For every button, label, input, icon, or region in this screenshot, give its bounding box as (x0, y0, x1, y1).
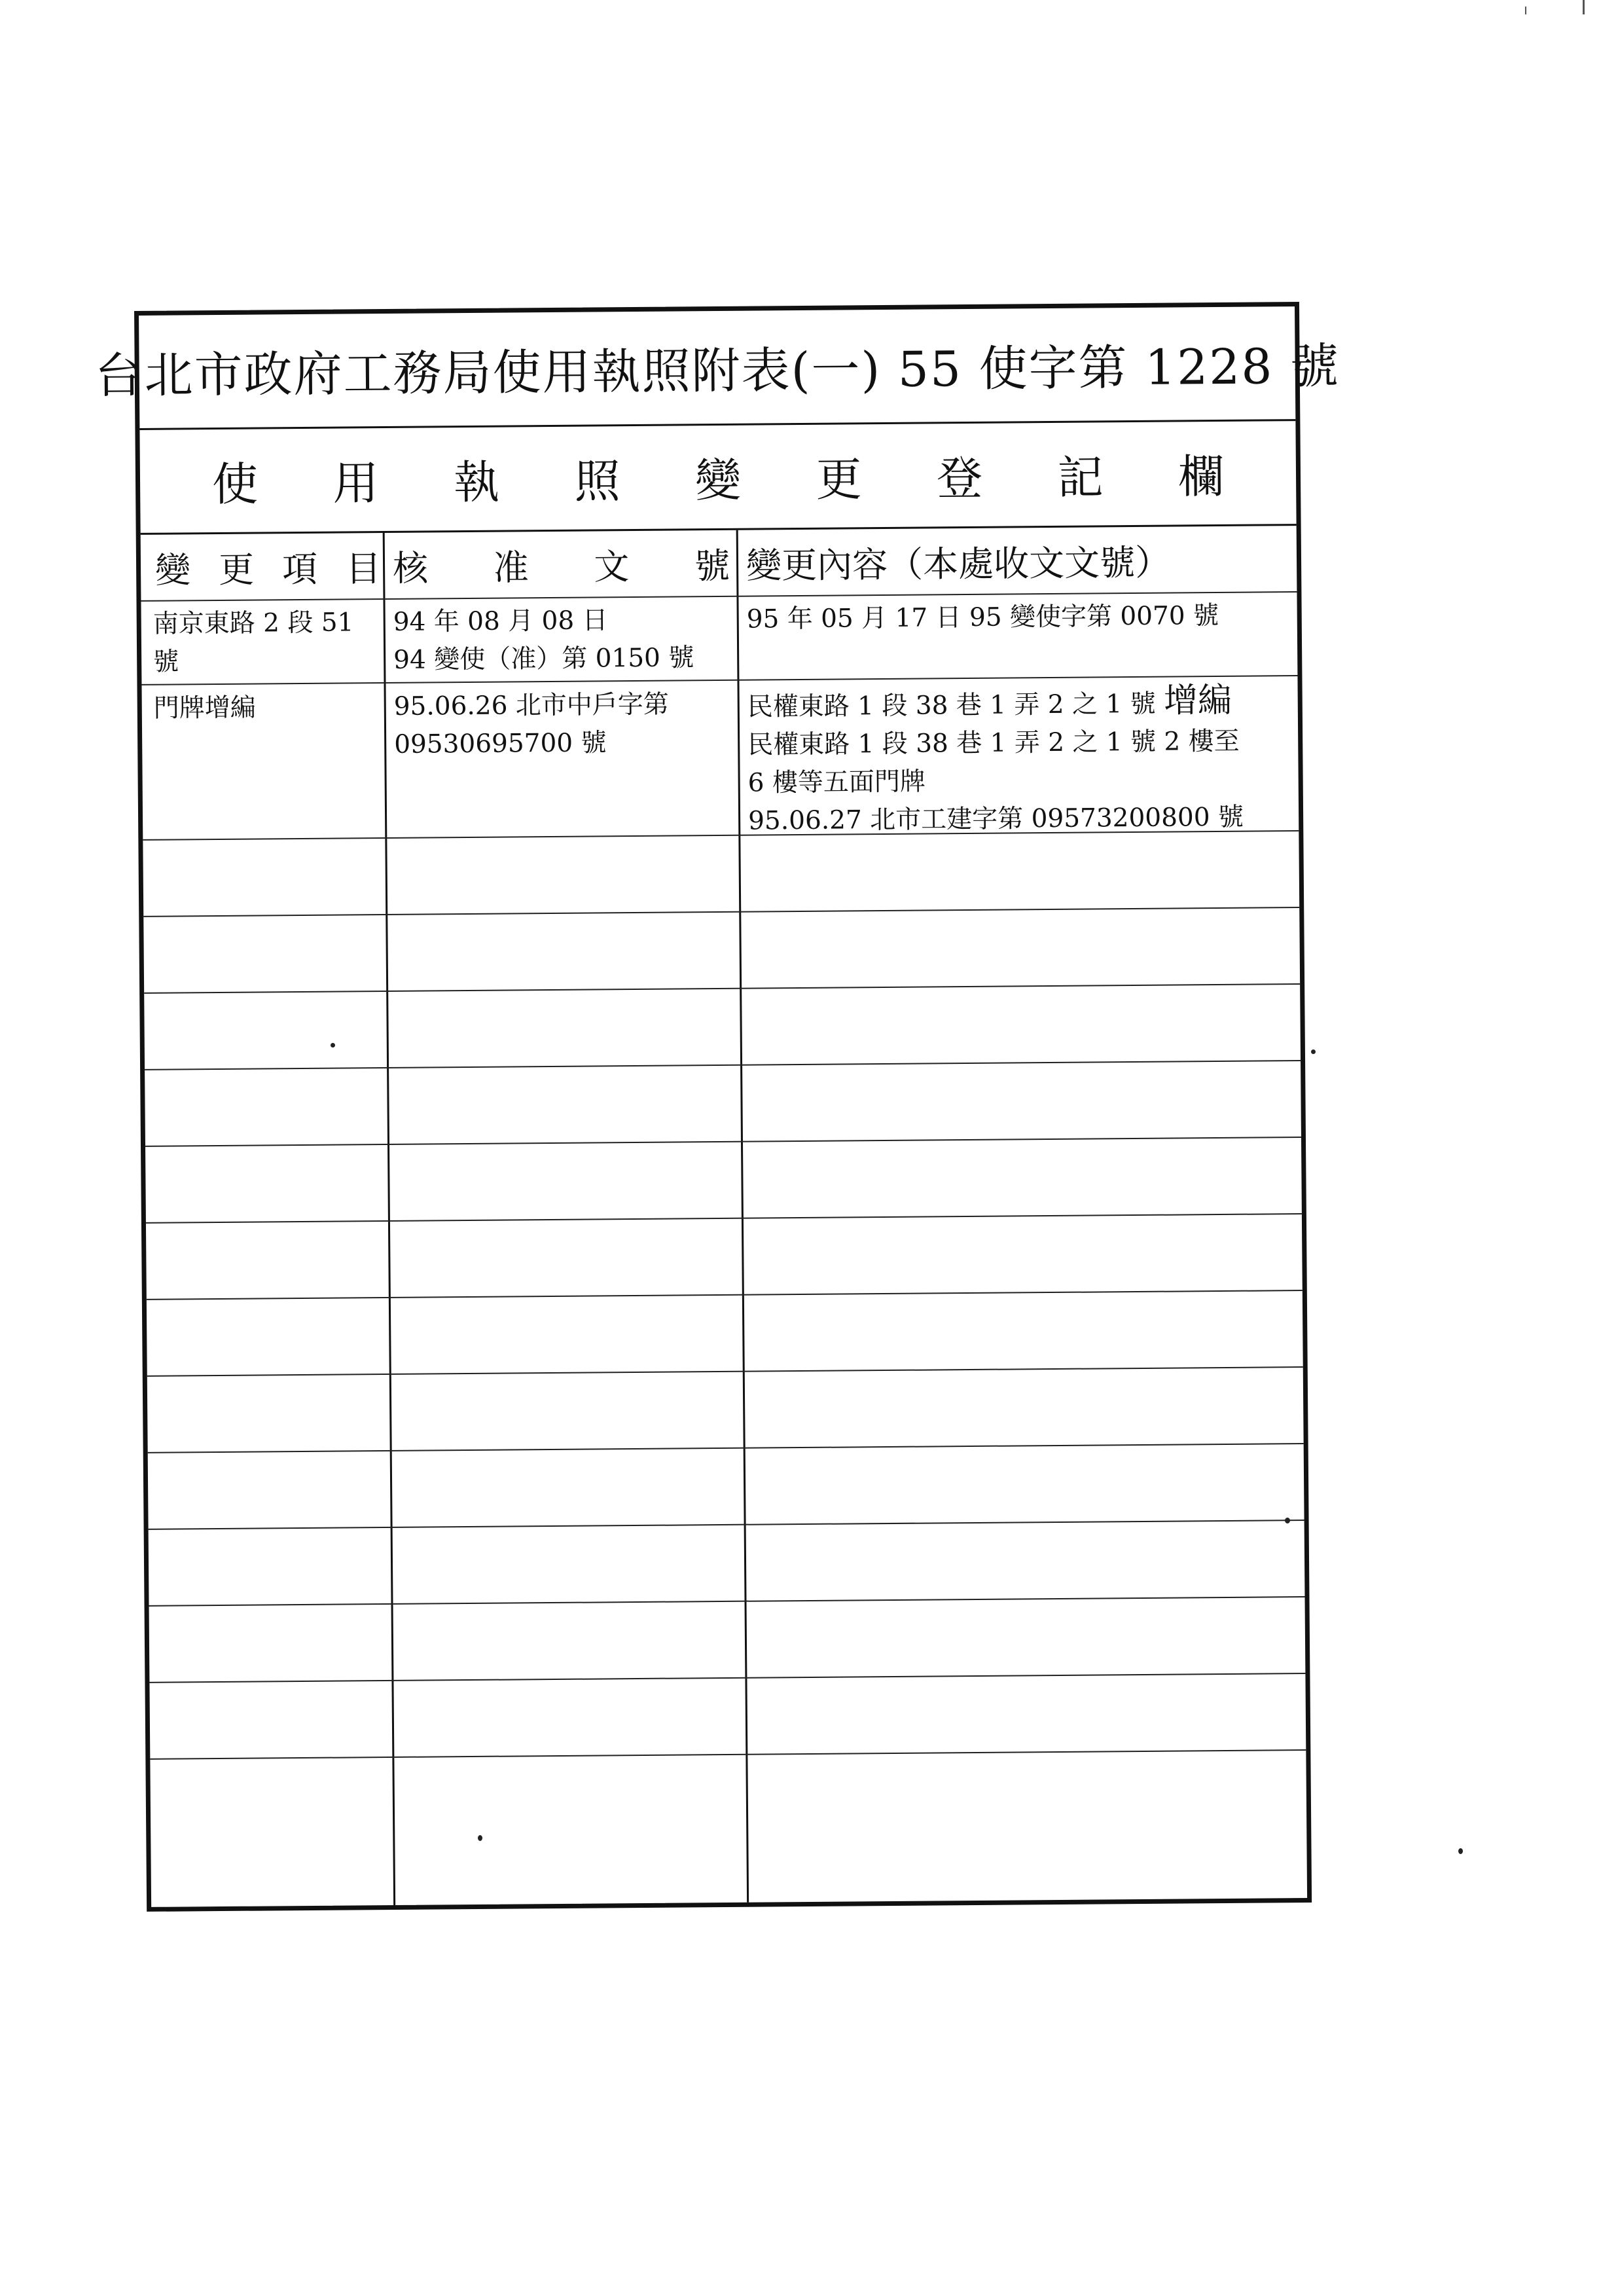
row1-content: 95 年 05 月 17 日 95 變使字第 0070 號 (746, 601, 1219, 634)
row-divider (150, 1749, 1306, 1760)
scan-speck (478, 1835, 482, 1841)
row-divider (149, 1520, 1304, 1530)
row-divider (149, 1673, 1305, 1683)
heading-char: 變 (694, 453, 742, 508)
heading-char: 使 (211, 457, 259, 512)
row2-approval: 95.06.26 北市中戶字第 09530695700 號 (393, 689, 670, 759)
handwritten-note: 增編 (1163, 680, 1232, 721)
heading-char: 執 (453, 455, 500, 510)
scan-speck (331, 1043, 335, 1048)
heading-char: 照 (574, 454, 620, 509)
row-divider (146, 1213, 1302, 1224)
row-divider (143, 907, 1299, 917)
scan-speck (1285, 1518, 1290, 1523)
heading-char: 記 (1057, 450, 1104, 505)
row-divider (147, 1290, 1303, 1300)
heading-char: 登 (936, 451, 983, 506)
row-divider (145, 1137, 1301, 1147)
heading-char: 更 (816, 452, 862, 507)
scan-mark (1525, 7, 1526, 14)
usage-permit-change-form (94, 302, 1340, 1912)
column-header-content: 變更內容（本處收文文號） (746, 541, 1171, 587)
column-header-item: 變 更 項 目 (154, 547, 382, 591)
row1-approval: 94 年 08 月 08 日 94 變使（准）第 0150 號 (393, 606, 694, 675)
row-divider (147, 1366, 1303, 1377)
section-heading (139, 421, 1296, 535)
row-divider (144, 983, 1300, 994)
scan-mark (1583, 0, 1585, 14)
row2-content: 民權東路 1 段 38 巷 1 弄 2 之 1 號 增編 民權東路 1 段 38 巷 1 弄 2 之 1 號 2 樓至 6 樓等五面門牌 95.06.27 北市工建字第 09573200800 號 (747, 681, 1302, 841)
row1-item: 南京東路 2 段 51 號 (153, 608, 354, 677)
scan-speck (1311, 1049, 1316, 1054)
scan-speck (1458, 1848, 1463, 1854)
form-title: 台北市政府工務局使用執照附表(一) 55 使字第 1228 號 (139, 306, 1295, 430)
heading-char: 欄 (1178, 449, 1225, 504)
row-divider (149, 1596, 1305, 1607)
row2-item: 門牌增編 (153, 693, 256, 723)
row-divider (148, 1443, 1304, 1453)
row-divider (145, 1060, 1301, 1070)
column-header-approval: 核 准 文 號 (392, 545, 730, 589)
heading-char: 用 (333, 456, 379, 511)
content-line-with-note: 民權東路 1 段 38 巷 1 弄 2 之 1 號 增編 (747, 680, 1232, 722)
